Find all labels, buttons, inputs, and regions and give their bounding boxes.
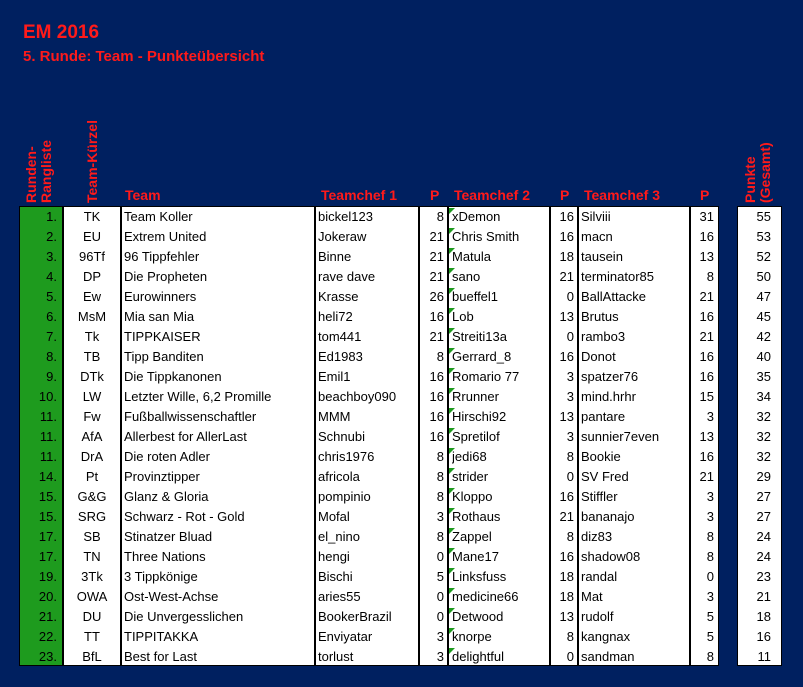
page-subtitle: 5. Runde: Team - Punkteübersicht [23, 48, 265, 65]
team-kuerzel-cell: DU [82, 609, 102, 624]
points2-cell: 21 [559, 269, 574, 284]
teamchef3-cell: macn [581, 229, 613, 244]
comment-marker [449, 308, 455, 314]
comment-marker [449, 408, 455, 414]
total-points-cell: 24 [756, 529, 771, 544]
points2-cell: 0 [566, 289, 574, 304]
teamchef1-cell: Bischi [318, 569, 353, 584]
comment-marker [449, 568, 455, 574]
total-points-cell: 50 [756, 269, 771, 284]
teamchef2-cell: Kloppo [452, 489, 493, 504]
rank-cell: 11. [39, 449, 57, 464]
comment-marker [449, 208, 455, 214]
total-points-cell: 24 [756, 549, 771, 564]
comment-marker [449, 448, 455, 454]
team-kuerzel-cell: DP [82, 269, 102, 284]
points1-cell: 3 [436, 649, 444, 664]
teamchef2-cell: jedi68 [452, 449, 487, 464]
rank-cell: 11. [39, 409, 57, 424]
comment-marker [449, 488, 455, 494]
comment-marker [449, 328, 455, 334]
teamchef2-cell: Romario 77 [452, 369, 520, 384]
header-total-line2: (Gesamt) [757, 142, 773, 203]
points2-cell: 13 [559, 409, 574, 424]
points3-cell: 5 [706, 609, 714, 624]
total-points-cell: 11 [757, 649, 771, 664]
team-name-cell: Letzter Wille, 6,2 Promille [124, 389, 272, 404]
teamchef2-cell: Gerrard_8 [452, 349, 512, 364]
team-kuerzel-cell: Fw [83, 409, 101, 424]
teamchef2-cell: sano [452, 269, 481, 284]
teamchef3-cell: BallAttacke [581, 289, 647, 304]
header-rank [24, 140, 54, 203]
team-kuerzel-cell: TT [84, 629, 100, 644]
points1-cell: 21 [429, 329, 444, 344]
comment-marker [449, 588, 455, 594]
header-total [743, 142, 773, 203]
header-rank-line2: Rangliste [38, 139, 54, 203]
points2-cell: 0 [566, 469, 574, 484]
teamchef1-cell: el_nino [318, 529, 360, 544]
points2-cell: 18 [559, 569, 574, 584]
points1-cell: 8 [436, 489, 444, 504]
team-name-cell: Glanz & Gloria [124, 489, 209, 504]
header-p2: P [560, 187, 570, 203]
points3-cell: 13 [699, 429, 714, 444]
points2-cell: 13 [559, 309, 574, 324]
points3-cell: 21 [699, 329, 714, 344]
points3-cell: 21 [699, 289, 714, 304]
header-chef2: Teamchef 2 [454, 187, 530, 203]
comment-marker [449, 368, 455, 374]
points1-cell: 3 [436, 629, 444, 644]
comment-marker [449, 248, 455, 254]
teamchef1-cell: Mofal [318, 509, 350, 524]
teamchef3-cell: kangnax [581, 629, 631, 644]
teamchef1-cell: Ed1983 [318, 349, 363, 364]
teamchef1-cell: tom441 [318, 329, 362, 344]
team-kuerzel-cell: TK [83, 209, 101, 224]
points2-cell: 8 [566, 449, 574, 464]
teamchef2-cell: Matula [452, 249, 492, 264]
teamchef1-cell: hengi [318, 549, 350, 564]
points1-cell: 8 [436, 529, 444, 544]
team-name-cell: Extrem United [124, 229, 207, 244]
team-name-cell: 96 Tippfehler [124, 249, 200, 264]
teamchef3-cell: rudolf [581, 609, 614, 624]
teamchef1-cell: pompinio [318, 489, 371, 504]
team-kuerzel-cell: TB [83, 349, 101, 364]
teamchef3-cell: pantare [581, 409, 626, 424]
points3-cell: 16 [699, 309, 714, 324]
teamchef3-cell: Silviii [581, 209, 611, 224]
rank-cell: 15. [38, 489, 57, 504]
team-name-cell: Die roten Adler [124, 449, 210, 464]
header-kuerzel: Team-Kürzel [84, 120, 100, 203]
points1-cell: 21 [429, 249, 444, 264]
total-points-cell: 52 [756, 249, 771, 264]
teamchef2-cell: delightful [452, 649, 505, 664]
team-kuerzel-cell: G&G [77, 489, 107, 504]
teamchef3-cell: Bookie [581, 449, 621, 464]
team-name-cell: Stinatzer Bluad [124, 529, 213, 544]
teamchef1-cell: beachboy090 [318, 389, 397, 404]
points1-cell: 26 [429, 289, 444, 304]
comment-marker [449, 508, 455, 514]
points3-cell: 8 [706, 269, 714, 284]
team-name-cell: Ost-West-Achse [124, 589, 219, 604]
points1-cell: 0 [436, 549, 444, 564]
teamchef1-cell: aries55 [318, 589, 361, 604]
comment-marker [449, 428, 455, 434]
header-p3: P [700, 187, 710, 203]
team-kuerzel-cell: EU [82, 229, 102, 244]
team-name-cell: Fußballwissenschaftler [124, 409, 257, 424]
points2-cell: 18 [559, 249, 574, 264]
team-name-cell: Provinztipper [124, 469, 200, 484]
teamchef2-cell: Mane17 [452, 549, 499, 564]
total-points-cell: 45 [756, 309, 771, 324]
teamchef1-cell: africola [318, 469, 360, 484]
team-name-cell: Schwarz - Rot - Gold [124, 509, 245, 524]
teamchef3-cell: sunnier7even [581, 429, 660, 444]
rank-cell: 17. [38, 529, 57, 544]
total-points-cell: 18 [756, 609, 771, 624]
points2-cell: 16 [559, 229, 574, 244]
comment-marker [449, 348, 455, 354]
teamchef2-cell: Chris Smith [452, 229, 520, 244]
points1-cell: 8 [436, 349, 444, 364]
points3-cell: 31 [699, 209, 714, 224]
page-title: EM 2016 [23, 22, 100, 43]
teamchef2-cell: Zappel [452, 529, 492, 544]
team-name-cell: TIPPITAKKA [124, 629, 199, 644]
points1-cell: 16 [429, 309, 444, 324]
points2-cell: 8 [566, 629, 574, 644]
teamchef3-cell: Donot [581, 349, 616, 364]
teamchef2-cell: xDemon [452, 209, 501, 224]
points2-cell: 8 [566, 529, 574, 544]
points1-cell: 0 [436, 609, 444, 624]
points1-cell: 3 [436, 509, 444, 524]
comment-marker [449, 628, 455, 634]
teamchef1-cell: MMM [318, 409, 351, 424]
header-p1: P [430, 187, 440, 203]
points3-cell: 21 [699, 469, 714, 484]
team-kuerzel-cell: AfA [81, 429, 103, 444]
comment-marker [449, 268, 455, 274]
team-kuerzel-cell: DrA [80, 449, 104, 464]
teamchef1-cell: Schnubi [318, 429, 365, 444]
rank-cell: 20. [38, 589, 57, 604]
team-kuerzel-cell: OWA [76, 589, 108, 604]
rank-cell: 21. [38, 609, 57, 624]
teamchef3-cell: spatzer76 [581, 369, 639, 384]
comment-marker [449, 528, 455, 534]
total-points-cell: 16 [756, 629, 771, 644]
teamchef3-cell: bananajo [581, 509, 635, 524]
team-kuerzel-cell: 96Tf [78, 249, 105, 264]
rank-cell: 3. [46, 249, 57, 264]
comment-marker [449, 548, 455, 554]
points3-cell: 3 [706, 489, 714, 504]
points2-cell: 16 [559, 489, 574, 504]
total-points-cell: 42 [756, 329, 771, 344]
points1-cell: 5 [436, 569, 444, 584]
teamchef1-cell: Jokeraw [318, 229, 367, 244]
team-name-cell: Tipp Banditen [124, 349, 204, 364]
team-kuerzel-cell: TN [83, 549, 101, 564]
rank-cell: 9. [46, 369, 57, 384]
points1-cell: 8 [436, 209, 444, 224]
teamchef2-cell: Rrunner [452, 389, 499, 404]
teamchef1-cell: rave dave [318, 269, 376, 284]
rank-cell: 1. [46, 209, 57, 224]
teamchef3-cell: tausein [581, 249, 623, 264]
points3-cell: 8 [706, 529, 714, 544]
team-name-cell: Mia san Mia [124, 309, 195, 324]
total-points-cell: 32 [756, 449, 771, 464]
team-name-cell: Allerbest for AllerLast [124, 429, 247, 444]
teamchef2-cell: medicine66 [452, 589, 519, 604]
comment-marker [449, 648, 455, 654]
teamchef1-cell: chris1976 [318, 449, 375, 464]
points1-cell: 16 [429, 389, 444, 404]
teamchef3-cell: SV Fred [581, 469, 629, 484]
teamchef2-cell: Lob [452, 309, 474, 324]
teamchef1-cell: heli72 [318, 309, 353, 324]
rank-cell: 2. [46, 229, 57, 244]
rank-cell: 19. [38, 569, 57, 584]
points3-cell: 8 [706, 549, 714, 564]
team-name-cell: Die Propheten [124, 269, 208, 284]
points2-cell: 16 [559, 549, 574, 564]
team-kuerzel-cell: MsM [77, 309, 107, 324]
total-points-cell: 23 [756, 569, 771, 584]
team-kuerzel-cell: DTk [80, 369, 104, 384]
teamchef2-cell: Detwood [452, 609, 504, 624]
team-kuerzel-cell: Ew [82, 289, 102, 304]
points1-cell: 16 [429, 369, 444, 384]
team-kuerzel-cell: SRG [77, 509, 107, 524]
points1-cell: 8 [436, 469, 444, 484]
comment-marker [449, 288, 455, 294]
teamchef3-cell: terminator85 [581, 269, 654, 284]
total-points-cell: 21 [756, 589, 771, 604]
points3-cell: 3 [706, 509, 714, 524]
total-points-cell: 34 [756, 389, 771, 404]
points3-cell: 16 [699, 369, 714, 384]
points1-cell: 0 [436, 589, 444, 604]
points2-cell: 13 [559, 609, 574, 624]
header-rank-line1: Runden- [23, 146, 39, 203]
points2-cell: 16 [559, 209, 574, 224]
teamchef2-cell: knorpe [452, 629, 492, 644]
points2-cell: 3 [566, 389, 574, 404]
teamchef2-cell: Spretilof [452, 429, 500, 444]
teamchef3-cell: Mat [581, 589, 603, 604]
comment-marker [449, 608, 455, 614]
points2-cell: 16 [559, 349, 574, 364]
points2-cell: 3 [566, 429, 574, 444]
header-chef3: Teamchef 3 [584, 187, 660, 203]
points1-cell: 16 [429, 409, 444, 424]
total-points-cell: 32 [756, 409, 771, 424]
teamchef2-cell: Rothaus [452, 509, 501, 524]
team-name-cell: Best for Last [124, 649, 197, 664]
points2-cell: 3 [566, 369, 574, 384]
teamchef1-cell: bickel123 [318, 209, 373, 224]
teamchef1-cell: Emil1 [318, 369, 351, 384]
header-chef1: Teamchef 1 [321, 187, 397, 203]
teamchef2-cell: strider [452, 469, 489, 484]
teamchef3-cell: Brutus [581, 309, 619, 324]
teamchef1-cell: torlust [318, 649, 354, 664]
rank-cell: 4. [46, 269, 57, 284]
total-points-cell: 53 [756, 229, 771, 244]
points3-cell: 5 [706, 629, 714, 644]
teamchef3-cell: Stiffler [581, 489, 618, 504]
teamchef3-cell: rambo3 [581, 329, 626, 344]
rank-cell: 11. [39, 429, 57, 444]
teamchef3-cell: randal [581, 569, 618, 584]
rank-cell: 6. [46, 309, 57, 324]
rank-cell: 17. [38, 549, 57, 564]
total-points-cell: 40 [756, 349, 771, 364]
team-kuerzel-cell: LW [82, 389, 102, 404]
total-points-cell: 32 [756, 429, 771, 444]
points3-cell: 16 [699, 349, 714, 364]
points1-cell: 21 [429, 269, 444, 284]
teamchef1-cell: Enviyatar [318, 629, 373, 644]
comment-marker [449, 388, 455, 394]
rank-cell: 5. [46, 289, 57, 304]
team-name-cell: Eurowinners [124, 289, 197, 304]
total-points-cell: 35 [756, 369, 771, 384]
header-total-line1: Punkte [742, 156, 758, 203]
comment-marker [449, 228, 455, 234]
header-team: Team [125, 187, 161, 203]
rank-cell: 14. [38, 469, 57, 484]
points1-cell: 21 [429, 229, 444, 244]
points2-cell: 21 [559, 509, 574, 524]
teamchef3-cell: diz83 [581, 529, 613, 544]
team-kuerzel-cell: Tk [84, 329, 100, 344]
total-points-cell: 27 [756, 509, 771, 524]
total-points-cell: 27 [756, 489, 771, 504]
comment-marker [449, 468, 455, 474]
rank-cell: 23. [38, 649, 57, 664]
team-kuerzel-cell: BfL [82, 649, 102, 664]
rank-cell: 22. [38, 629, 57, 644]
teamchef1-cell: BookerBrazil [318, 609, 392, 624]
points3-cell: 15 [699, 389, 714, 404]
points2-cell: 18 [559, 589, 574, 604]
teamchef1-cell: Krasse [318, 289, 359, 304]
total-points-cell: 47 [756, 289, 771, 304]
rank-cell: 7. [46, 329, 57, 344]
team-kuerzel-cell: Pt [85, 469, 99, 484]
points3-cell: 3 [706, 409, 714, 424]
points3-cell: 3 [706, 589, 714, 604]
points1-cell: 8 [436, 449, 444, 464]
rank-cell: 10. [38, 389, 57, 404]
team-name-cell: Die Unvergesslichen [124, 609, 244, 624]
teamchef2-cell: bueffel1 [452, 289, 499, 304]
teamchef3-cell: mind.hrhr [581, 389, 636, 404]
team-name-cell: TIPPKAISER [124, 329, 201, 344]
team-name-cell: Three Nations [124, 549, 206, 564]
teamchef3-cell: sandman [581, 649, 635, 664]
total-points-cell: 55 [756, 209, 771, 224]
teamchef3-cell: shadow08 [581, 549, 641, 564]
points3-cell: 16 [699, 449, 714, 464]
teamchef2-cell: Streiti13a [452, 329, 507, 344]
points2-cell: 0 [566, 649, 574, 664]
team-name-cell: Team Koller [124, 209, 193, 224]
teamchef2-cell: Linksfuss [452, 569, 507, 584]
rank-cell: 8. [46, 349, 57, 364]
team-kuerzel-cell: SB [83, 529, 101, 544]
points3-cell: 16 [699, 229, 714, 244]
team-kuerzel-cell: 3Tk [81, 569, 103, 584]
team-name-cell: Die Tippkanonen [124, 369, 222, 384]
points1-cell: 16 [429, 429, 444, 444]
rank-cell: 15. [38, 509, 57, 524]
points3-cell: 0 [706, 569, 714, 584]
points3-cell: 8 [706, 649, 714, 664]
points3-cell: 13 [699, 249, 714, 264]
team-name-cell: 3 Tippkönige [124, 569, 198, 584]
teamchef2-cell: Hirschi92 [452, 409, 507, 424]
total-points-cell: 29 [756, 469, 771, 484]
teamchef1-cell: Binne [318, 249, 352, 264]
points2-cell: 0 [566, 329, 574, 344]
